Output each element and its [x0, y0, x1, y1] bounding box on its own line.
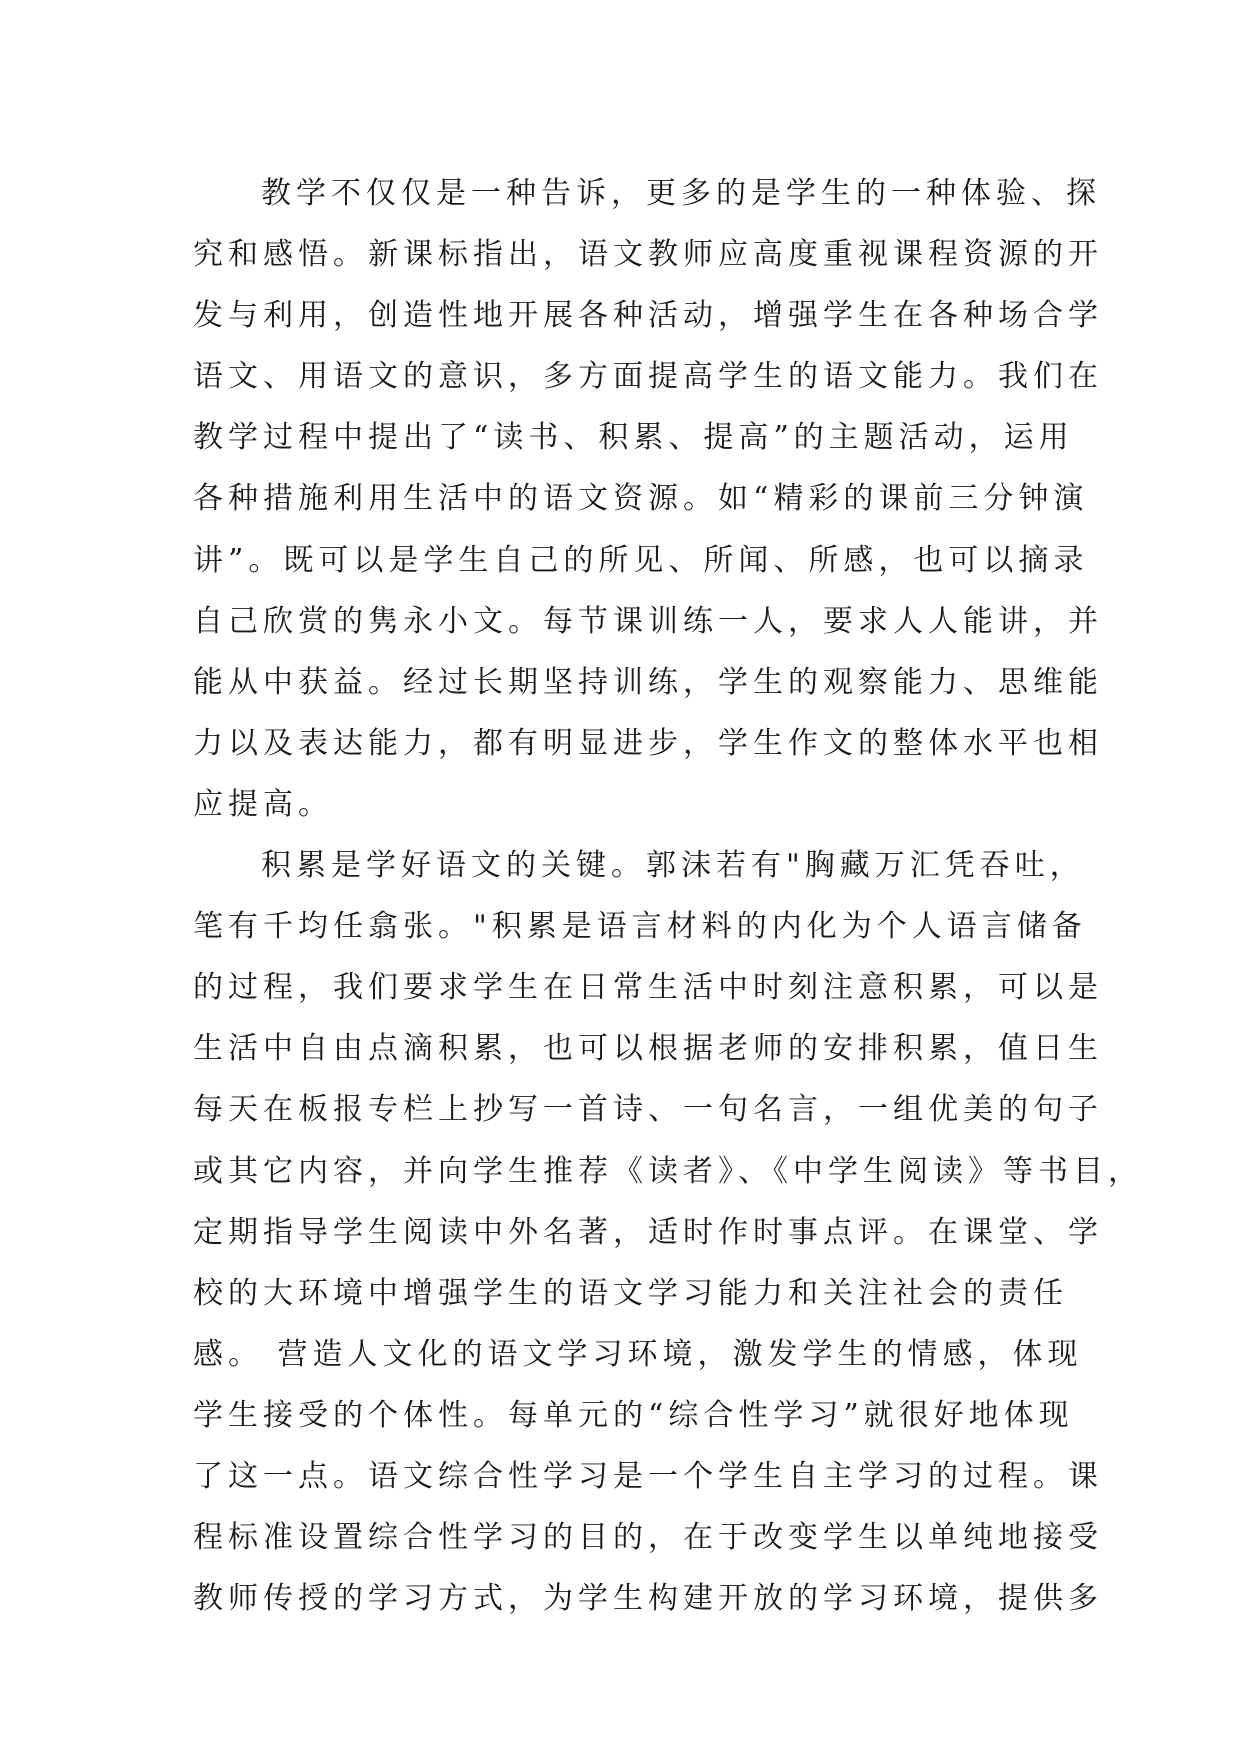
paragraph-2-line-8: 校的大环境中增强学生的语文学习能力和关注社会的责任 — [193, 1275, 1068, 1311]
paragraph-1-line-10: 力以及表达能力，都有明显进步，学生作文的整体水平也相 — [193, 725, 1103, 761]
paragraph-2-line-5: 每天在板报专栏上抄写一首诗、一句名言，一组优美的句子 — [193, 1092, 1103, 1128]
paragraph-1-line-2: 究和感悟。新课标指出，语文教师应高度重视课程资源的开 — [193, 237, 1103, 273]
paragraph-2-line-1: 积累是学好语文的关键。郭沫若有"胸藏万汇凭吞吐， — [261, 848, 1085, 884]
paragraph-2-line-7: 定期指导学生阅读中外名著，适时作时事点评。在课堂、学 — [193, 1214, 1103, 1250]
body-text — [193, 163, 1143, 1629]
paragraph-1-line-4: 语文、用语文的意识，多方面提高学生的语文能力。我们在 — [193, 359, 1103, 395]
paragraph-1-line-8: 自己欣赏的隽永小文。每节课训练一人，要求人人能讲，并 — [193, 603, 1103, 639]
paragraph-2-line-12: 程标准设置综合性学习的目的，在于改变学生以单纯地接受 — [193, 1520, 1103, 1556]
paragraph-1-line-9: 能从中获益。经过长期坚持训练，学生的观察能力、思维能 — [193, 664, 1103, 700]
paragraph-2-line-4: 生活中自由点滴积累，也可以根据老师的安排积累，值日生 — [193, 1031, 1103, 1067]
paragraph-2-line-10: 学生接受的个体性。每单元的“综合性学习”就很好地体现 — [193, 1397, 1074, 1433]
paragraph-2-line-2: 笔有千均任翕张。"积累是语言材料的内化为个人语言储备 — [193, 909, 1087, 945]
paragraph-2-line-6: 或其它内容，并向学生推荐《读者》、《中学生阅读》等书目， — [193, 1153, 1143, 1189]
paragraph-1-line-5: 教学过程中提出了“读书、积累、提高”的主题活动，运用 — [193, 420, 1074, 456]
paragraph-1-line-6: 各种措施利用生活中的语文资源。如“精彩的课前三分钟演 — [193, 481, 1089, 517]
paragraph-1-line-3: 发与利用，创造性地开展各种活动，增强学生在各种场合学 — [193, 298, 1103, 334]
paragraph-2-line-9: 感。 营造人文化的语文学习环境，激发学生的情感，体现 — [193, 1336, 1083, 1372]
paragraph-2-line-3: 的过程，我们要求学生在日常生活中时刻注意积累，可以是 — [193, 970, 1103, 1006]
paragraph-1-line-7: 讲”。既可以是学生自己的所见、所闻、所感，也可以摘录 — [193, 542, 1089, 578]
paragraph-1-line-1: 教学不仅仅是一种告诉，更多的是学生的一种体验、探 — [261, 176, 1101, 211]
paragraph-2-line-11: 了这一点。语文综合性学习是一个学生自主学习的过程。课 — [193, 1458, 1103, 1494]
paragraph-2-line-13: 教师传授的学习方式，为学生构建开放的学习环境，提供多 — [193, 1581, 1103, 1617]
paragraph-1-line-11: 应提高。 — [193, 786, 333, 822]
